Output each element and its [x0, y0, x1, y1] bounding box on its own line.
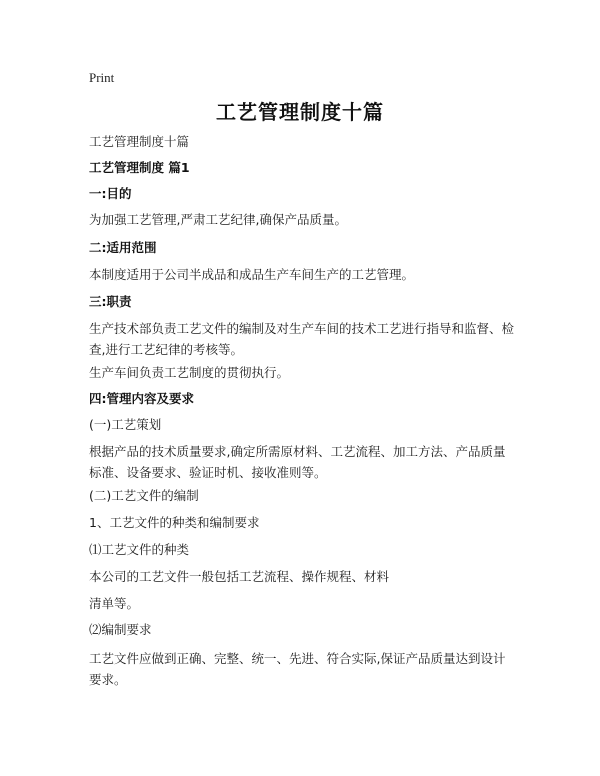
document-title: 工艺管理制度十篇: [216, 100, 384, 124]
print-label: Print: [89, 70, 115, 85]
subheading-document-preparation: (二)工艺文件的编制: [89, 488, 199, 503]
heading-requirements: 四:管理内容及要求: [89, 391, 194, 406]
paragraph-duty-1: 生产技术部负责工艺文件的编制及对生产车间的技术工艺进行指导和监督、检查,进行工艺纪律的考核等。: [89, 321, 515, 357]
item-document-types: 1、工艺文件的种类和编制要求: [89, 515, 260, 530]
paragraph-process-planning: 根据产品的技术质量要求,确定所需原材料、工艺流程、加工方法、产品质量标准、设备要求、验证时机、接收准则等。: [89, 444, 506, 480]
heading-scope: 二:适用范围: [89, 240, 157, 255]
item-preparation-requirements: ⑵编制要求: [89, 622, 152, 637]
paragraph-scope: 本制度适用于公司半成品和成品生产车间生产的工艺管理。: [89, 267, 415, 282]
heading-purpose: 一:目的: [89, 186, 132, 201]
document-subtitle: 工艺管理制度十篇: [89, 134, 190, 149]
paragraph-duty-2: 生产车间负责工艺制度的贯彻执行。: [89, 365, 290, 380]
item-document-types-list-heading: ⑴工艺文件的种类: [89, 542, 190, 557]
subheading-process-planning: (一)工艺策划: [89, 417, 162, 432]
section-title: 工艺管理制度 篇1: [89, 160, 190, 175]
paragraph-document-types-a: 本公司的工艺文件一般包括工艺流程、操作规程、材料: [89, 569, 390, 584]
paragraph-document-types-b: 清单等。: [89, 596, 140, 611]
paragraph-purpose: 为加强工艺管理,严肃工艺纪律,确保产品质量。: [89, 212, 347, 227]
paragraph-preparation-requirements: 工艺文件应做到正确、完整、统一、先进、符合实际,保证产品质量达到设计要求。: [89, 651, 506, 687]
heading-duty: 三:职责: [89, 294, 132, 309]
